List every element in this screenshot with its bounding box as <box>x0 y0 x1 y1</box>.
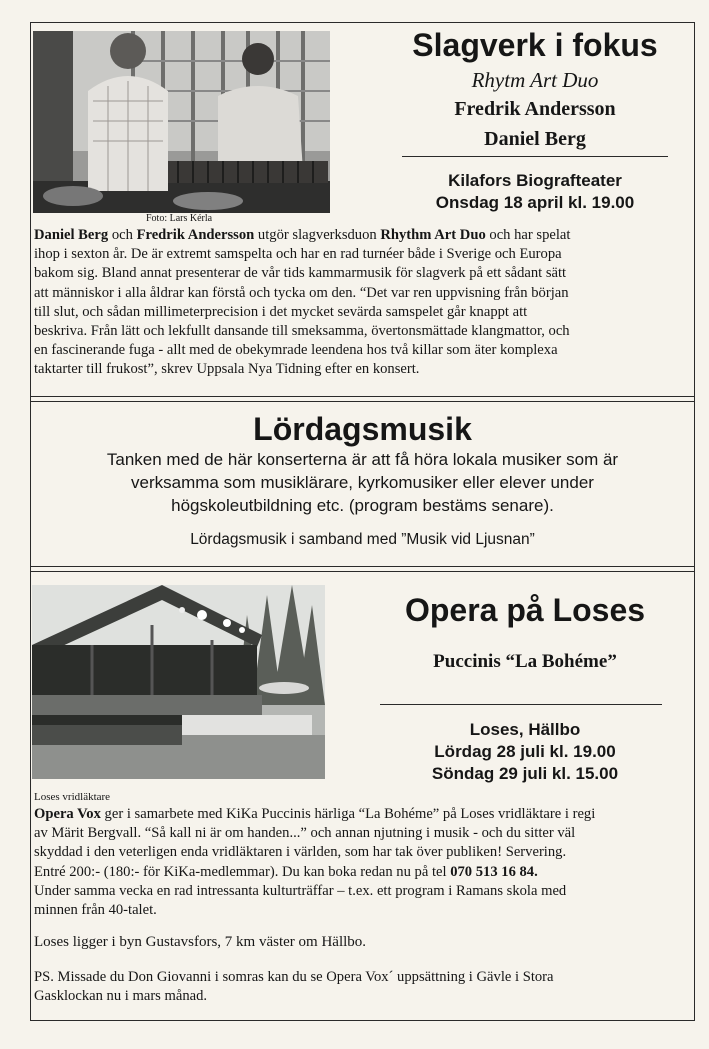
section1-body: Daniel Berg och Fredrik Andersson utgör slagverksduon Rhythm Art Duo och har spelat ihop i sexton år. De är extremt samspelta och har en rad turnéer både i Sverige och Europa bakom sig. Bland annat presenterar de vår tids kammarmusik för slagverk på ett sådant sätt att människor i alla åldrar kan förstå och tycka om den. “Det var ren uppvisning från början till slut, och sådan millimeterprecision i det mycket sevärda samspelet går knappt att beskriva. Från lätt och lekfullt dansande till smeksamma, övertonsmättade klangmattor, och en fascinerande fuga - allt med de obekymrade leendena hos två killar som äter komplexa taktarter till frukost”, skrev Uppsala Nya Tidning efter en konsert. <box>34 227 571 378</box>
section3-title: Opera på Loses <box>404 592 646 628</box>
divider-1 <box>30 396 695 397</box>
section3-ps: PS. Missade du Don Giovanni i somras kan du se Opera Vox´ uppsättning i Gävle i Stora Gasklockan nu i mars månad. <box>34 969 554 1005</box>
divider-1b <box>30 401 695 402</box>
section1-title: Slagverk i fokus <box>412 27 658 63</box>
section3-date2: Söndag 29 juli kl. 15.00 <box>431 764 619 783</box>
section1-venue: Kilafors Biografteater <box>448 171 622 190</box>
performer-1: Fredrik Andersson <box>454 98 616 120</box>
section3-body: Opera Vox ger i samarbete med KiKa Puccinis härliga “La Bohéme” på Loses vridläktare i regi av Märit Bergvall. “Så kall ni är om handen...” och annan njutning i musik - och du sitter väl skyddad i den veterligen enda vridläktaren i världen, som har tak över publiken! Servering. Entré 200:- (180:- för KiKa-medlemmar). Du kan boka redan nu på tel 070 513 16 84. Under samma vecka en rad intressanta kulturträffar – t.ex. ett program i Ramans skola med minnen från 40-talet. <box>34 806 596 919</box>
section2-line1: Tanken med de här konserterna är att få höra lokala musiker som är <box>106 450 619 469</box>
section2-line2: verksamma som musiklärare, kyrkomusiker eller elever under <box>131 473 594 492</box>
duo-photo <box>33 31 330 213</box>
photo-credit: Foto: Lars Kérla <box>146 213 213 224</box>
section1-subrule <box>402 156 668 157</box>
section3-subrule <box>380 704 662 705</box>
section2-line3: högskoleutbildning etc. (program bestäms senare). <box>171 496 554 515</box>
vridlaktare-photo <box>32 585 325 779</box>
section1-subtitle: Rhytm Art Duo <box>471 68 599 92</box>
divider-2 <box>30 566 695 567</box>
section1-date: Onsdag 18 april kl. 19.00 <box>435 193 635 212</box>
section2-line4: Lördagsmusik i samband med ”Musik vid Ljusnan” <box>190 531 535 548</box>
section3-subtitle: Puccinis “La Bohéme” <box>433 651 617 672</box>
section3-location: Loses ligger i byn Gustavsfors, 7 km väster om Hällbo. <box>34 934 367 950</box>
section3-date1: Lördag 28 juli kl. 19.00 <box>434 742 616 761</box>
section2-title: Lördagsmusik <box>253 411 472 447</box>
divider-2b <box>30 571 695 572</box>
photo-caption: Loses vridläktare <box>34 791 111 803</box>
section3-venue: Loses, Hällbo <box>469 720 581 739</box>
performer-2: Daniel Berg <box>484 128 586 150</box>
